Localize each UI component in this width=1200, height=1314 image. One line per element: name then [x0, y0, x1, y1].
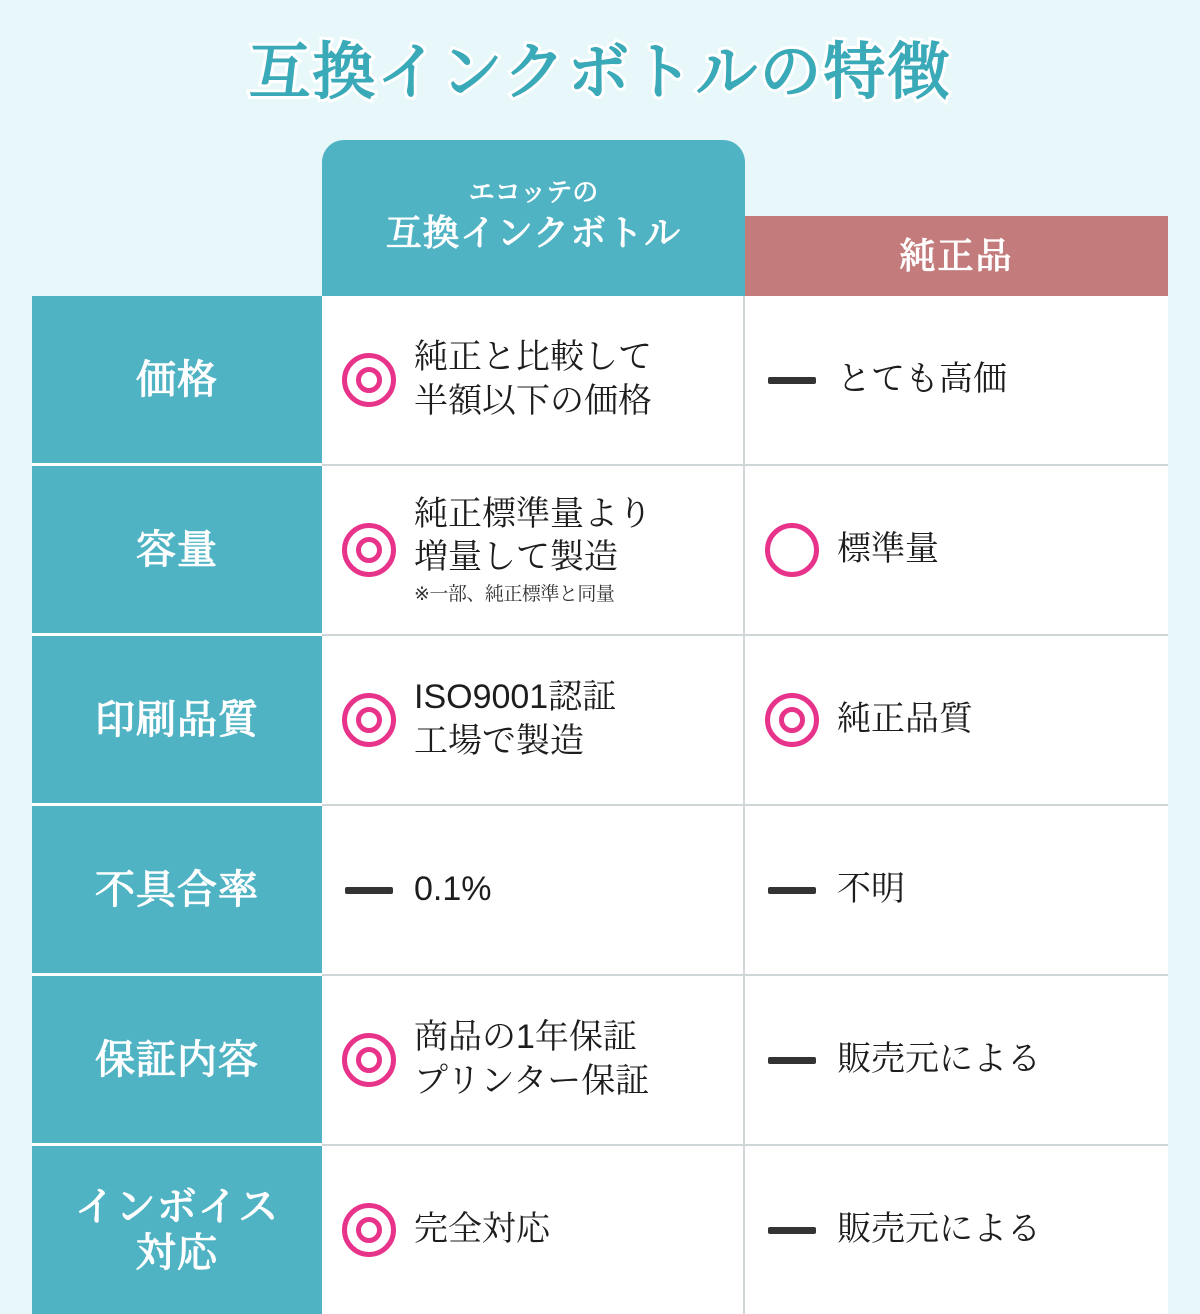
cell-ecotte [322, 636, 745, 806]
cell-text [414, 676, 616, 763]
rating-mark [340, 1031, 398, 1089]
rating-mark [763, 861, 821, 919]
cell-content [763, 521, 1162, 579]
double-circle-icon [765, 693, 819, 747]
double-circle-icon [342, 1033, 396, 1087]
header-ecotte-brand: エコッテの [468, 177, 599, 208]
cell-text-line: 増量して製造 [414, 538, 618, 577]
rating-mark [340, 861, 398, 919]
cell-text [414, 868, 492, 912]
rating-mark [340, 691, 398, 749]
cell-text [414, 1208, 550, 1252]
header-genuine-column: 純正品 [745, 216, 1168, 296]
rating-mark [340, 521, 398, 579]
cell-text [414, 493, 652, 607]
row-label: 不具合率 [32, 806, 322, 976]
rating-mark [763, 691, 821, 749]
double-circle-icon [342, 693, 396, 747]
cell-ecotte [322, 1146, 745, 1314]
cell-ecotte [322, 296, 745, 466]
cell-content [763, 861, 1162, 919]
cell-text [837, 358, 1007, 402]
cell-content [340, 1016, 737, 1103]
cell-content [763, 1201, 1162, 1259]
table-row [32, 296, 1168, 466]
cell-text-line: とても高価 [837, 360, 1007, 399]
header-genuine-column-holder [745, 140, 1168, 296]
cell-genuine [745, 636, 1168, 806]
cell-content [763, 691, 1162, 749]
cell-text-line: 0.1% [414, 870, 492, 909]
table-body [32, 296, 1168, 1314]
rating-mark [763, 1201, 821, 1259]
cell-genuine [745, 1146, 1168, 1314]
rating-mark [763, 1031, 821, 1089]
cell-text-line: 販売元による [837, 1210, 1041, 1249]
cell-text-line: 半額以下の価格 [414, 382, 652, 420]
table-row [32, 466, 1168, 636]
table-row [32, 976, 1168, 1146]
rating-mark [763, 351, 821, 409]
cell-text-line: 純正品質 [837, 700, 973, 739]
header-ecotte-column [322, 140, 745, 296]
dash-icon [768, 1057, 816, 1064]
cell-text-line: 販売元による [837, 1040, 1041, 1079]
dash-icon [345, 887, 393, 894]
cell-text [837, 528, 939, 572]
cell-text [414, 336, 652, 423]
cell-text [837, 1208, 1041, 1252]
double-circle-icon [342, 523, 396, 577]
circle-icon [765, 523, 819, 577]
table-row [32, 806, 1168, 976]
cell-text-line: 商品の1年保証 [414, 1018, 637, 1057]
cell-ecotte [322, 976, 745, 1146]
cell-content [340, 1201, 737, 1259]
table-head [32, 140, 1168, 296]
cell-text [837, 868, 905, 912]
cell-ecotte [322, 466, 745, 636]
row-label: 価格 [32, 296, 322, 466]
table-row [32, 1146, 1168, 1314]
cell-content [340, 676, 737, 763]
cell-genuine [745, 806, 1168, 976]
cell-genuine [745, 296, 1168, 466]
rating-mark [340, 1201, 398, 1259]
double-circle-icon [342, 1203, 396, 1257]
cell-note: ※一部、純正標準と同量 [414, 583, 615, 605]
cell-text [414, 1016, 649, 1103]
cell-ecotte [322, 806, 745, 976]
dash-icon [768, 377, 816, 384]
dash-icon [768, 1227, 816, 1234]
comparison-table-wrapper [32, 140, 1168, 1314]
cell-text [837, 698, 973, 742]
page-title: 互換インクボトルの特徴 [248, 38, 952, 107]
cell-text-line: 工場で製造 [414, 722, 584, 760]
cell-genuine [745, 976, 1168, 1146]
cell-text-line: 純正と比較して [414, 338, 652, 377]
row-label: 容量 [32, 466, 322, 636]
row-label: インボイス 対応 [32, 1146, 322, 1314]
cell-content [340, 861, 737, 919]
cell-content [763, 351, 1162, 409]
cell-text-line: 完全対応 [414, 1210, 550, 1249]
cell-genuine [745, 466, 1168, 636]
dash-icon [768, 887, 816, 894]
header-ecotte-product: 互換インクボトル [385, 212, 682, 254]
rating-mark [340, 351, 398, 409]
header-empty-corner [32, 140, 322, 296]
double-circle-icon [342, 353, 396, 407]
row-label: 印刷品質 [32, 636, 322, 806]
table-header-row [32, 140, 1168, 296]
cell-text [837, 1038, 1041, 1082]
cell-content [763, 1031, 1162, 1089]
row-label: 保証内容 [32, 976, 322, 1146]
cell-text-line: ISO9001認証 [414, 678, 617, 717]
cell-text-line: 標準量 [837, 530, 939, 569]
cell-text-line: 不明 [837, 870, 905, 909]
table-row [32, 636, 1168, 806]
rating-mark [763, 521, 821, 579]
cell-content [340, 493, 737, 607]
cell-text-line: 純正標準量より [414, 494, 652, 533]
cell-content [340, 336, 737, 423]
cell-text-line: プリンター保証 [414, 1062, 650, 1100]
comparison-table [32, 140, 1168, 1314]
